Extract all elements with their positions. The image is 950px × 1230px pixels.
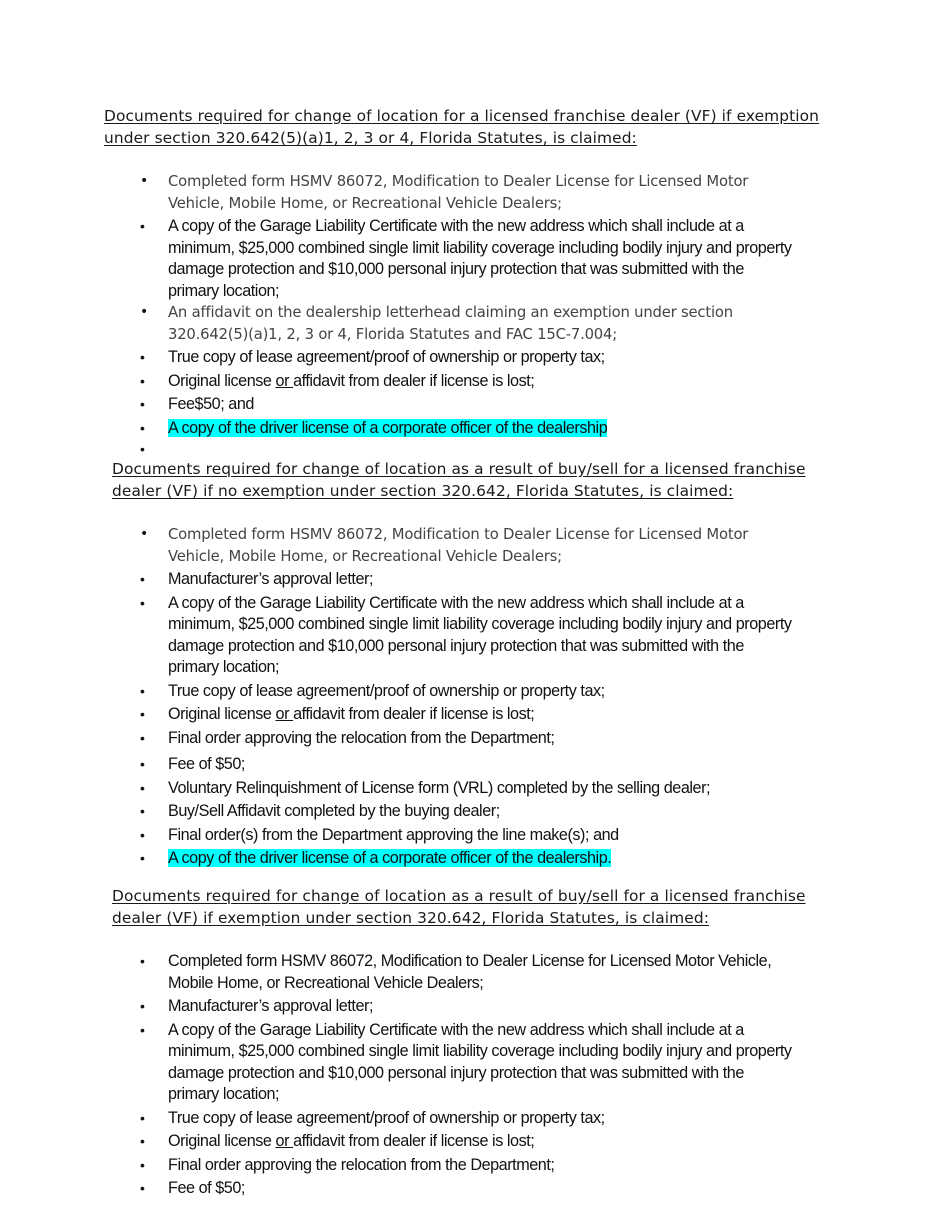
bullet-icon: •	[140, 779, 145, 796]
bullet-icon: •	[140, 998, 145, 1014]
list-item	[140, 1131, 793, 1153]
item-text: True copy of lease agreement/proof of ownership or property tax;	[168, 1108, 605, 1127]
item-text: An affidavit on the dealership letterhead claiming an exemption under section 320.642(5)(a)1, 2, 3 or 4, Florida Statutes and FAC 15C-7.004;	[168, 304, 733, 343]
item-text: Fee of $50;	[168, 755, 245, 773]
item-text-after: affidavit from dealer if license is lost;	[293, 705, 535, 723]
item-text: Manufacturer’s approval letter;	[168, 997, 373, 1015]
list-item	[140, 569, 793, 591]
requirements-list	[140, 524, 832, 870]
bullet-icon: •	[140, 706, 145, 722]
bullet-icon: •	[140, 756, 145, 772]
item-text: True copy of lease agreement/proof of ownership or property tax;	[168, 348, 605, 366]
list-item	[140, 1108, 793, 1130]
bullet-icon: •	[140, 1156, 145, 1173]
item-text-underlined: or	[275, 1132, 294, 1150]
section-buysell-no-exemption	[112, 458, 832, 870]
list-item	[140, 681, 793, 703]
bullet-icon: •	[140, 729, 145, 746]
item-text: A copy of the Garage Liability Certificate with the new address which shall include at a minimum, $25,000 combined single limit liability coverage including bodily injury and property damage protection and $10,000 personal injury protection that was submitted with the primary location;	[168, 217, 792, 300]
bullet-icon: •	[140, 441, 145, 457]
highlighted-item-text: A copy of the driver license of a corporate officer of the dealership	[168, 418, 608, 437]
requirements-list	[140, 171, 824, 457]
bullet-icon: •	[140, 349, 145, 365]
item-text-before: Original license	[168, 705, 276, 723]
list-item	[140, 996, 793, 1018]
list-item	[140, 754, 793, 776]
bullet-icon: •	[140, 1109, 145, 1126]
bullet-icon: •	[140, 304, 149, 320]
list-item	[140, 593, 793, 679]
highlighted-item-text: A copy of the driver license of a corporate officer of the dealership.	[168, 849, 612, 867]
item-text: Fee of $50;	[168, 1179, 245, 1197]
section-vf-exemption	[104, 105, 824, 457]
item-text: Completed form HSMV 86072, Modification to Dealer License for Licensed Motor Vehicle, Mobile Home, or Recreational Vehicle Dealers;	[168, 526, 749, 565]
bullet-icon: •	[140, 571, 145, 587]
list-item	[140, 302, 793, 345]
item-text: Final order approving the relocation from the Department;	[168, 728, 555, 747]
section-buysell-exemption	[112, 885, 832, 1200]
list-item	[140, 728, 793, 750]
item-text: Voluntary Relinquishment of License form (VRL) completed by the selling dealer;	[168, 778, 711, 797]
bullet-icon: •	[140, 396, 145, 412]
item-text: Manufacturer’s approval letter;	[168, 570, 373, 588]
list-item	[140, 347, 793, 369]
list-item	[140, 171, 793, 214]
bullet-icon: •	[140, 1021, 145, 1038]
list-item	[140, 704, 793, 726]
bullet-icon: •	[140, 594, 145, 611]
bullet-icon: •	[140, 826, 145, 843]
list-item	[140, 371, 793, 393]
list-item	[140, 524, 793, 567]
bullet-icon: •	[140, 682, 145, 699]
item-text-underlined: or	[275, 371, 294, 390]
list-item	[140, 825, 793, 847]
list-item	[140, 1020, 793, 1106]
item-text-after: affidavit from dealer if license is lost;	[293, 1132, 535, 1150]
item-text-before: Original license	[168, 1132, 276, 1150]
bullet-icon: •	[140, 372, 145, 389]
bullet-icon: •	[140, 1180, 145, 1196]
list-item	[140, 801, 793, 823]
bullet-icon: •	[140, 218, 145, 234]
item-text: Buy/Sell Affidavit completed by the buying dealer;	[168, 802, 500, 820]
bullet-icon: •	[140, 803, 145, 819]
item-text-before: Original license	[168, 371, 276, 390]
list-item	[140, 848, 793, 870]
bullet-icon: •	[140, 1133, 145, 1149]
bullet-icon: •	[140, 173, 149, 189]
item-text: Fee$50; and	[168, 395, 254, 413]
section-heading: Documents required for change of location as a result of buy/sell for a licensed franchise dealer (VF) if exemption under section 320.642, Florida Statutes, is claimed:	[112, 887, 806, 927]
list-item	[140, 216, 793, 302]
list-item	[140, 1178, 793, 1200]
requirements-list	[140, 951, 832, 1200]
item-text: Final order approving the relocation from the Department;	[168, 1155, 555, 1174]
list-item	[140, 1155, 793, 1177]
item-text-underlined: or	[275, 705, 294, 723]
item-text: A copy of the Garage Liability Certificate with the new address which shall include at a minimum, $25,000 combined single limit liability coverage including bodily injury and property damage protection and $10,000 personal injury protection that was submitted with the primary location;	[168, 593, 792, 676]
bullet-icon: •	[140, 953, 145, 969]
item-text: Completed form HSMV 86072, Modification to Dealer License for Licensed Motor Vehicle, Mobile Home, or Recreational Vehicle Dealers;	[168, 952, 772, 992]
bullet-icon: •	[140, 419, 145, 436]
bullet-icon: •	[140, 526, 149, 542]
item-text: Final order(s) from the Department approving the line make(s); and	[168, 825, 619, 844]
list-item	[140, 778, 793, 800]
section-heading: Documents required for change of location for a licensed franchise dealer (VF) if exemption under section 320.642(5)(a)1, 2, 3 or 4, Florida Statutes, is claimed:	[104, 107, 820, 147]
item-text-after: affidavit from dealer if license is lost;	[293, 371, 535, 390]
bullet-icon: •	[140, 850, 145, 866]
list-item	[140, 394, 793, 416]
item-text: True copy of lease agreement/proof of ownership or property tax;	[168, 681, 605, 700]
item-text: Completed form HSMV 86072, Modification to Dealer License for Licensed Motor Vehicle, Mobile Home, or Recreational Vehicle Dealers;	[168, 173, 749, 212]
list-item	[140, 418, 793, 440]
section-heading: Documents required for change of location as a result of buy/sell for a licensed franchise dealer (VF) if no exemption under section 320.642, Florida Statutes, is claimed:	[112, 460, 806, 500]
list-item	[140, 951, 793, 994]
item-text: A copy of the Garage Liability Certificate with the new address which shall include at a minimum, $25,000 combined single limit liability coverage including bodily injury and property damage protection and $10,000 personal injury protection that was submitted with the primary location;	[168, 1020, 792, 1103]
